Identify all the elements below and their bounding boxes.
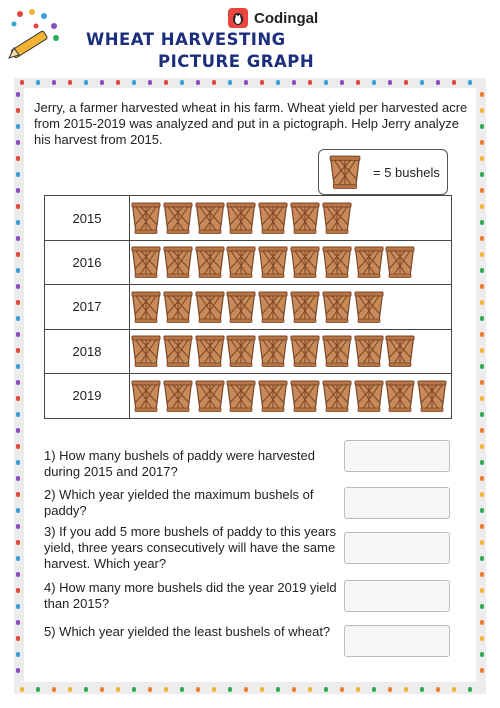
border-dot	[436, 687, 440, 692]
graph-row	[45, 374, 451, 418]
border-dot	[480, 556, 484, 561]
border-dot	[260, 687, 264, 692]
basket-row	[131, 240, 451, 284]
border-dot	[16, 348, 20, 353]
border-dot	[480, 188, 484, 193]
answer-box[interactable]	[344, 625, 450, 657]
basket-icon	[131, 201, 161, 235]
border-dot	[52, 80, 56, 85]
basket-icon	[131, 290, 161, 324]
border-dot	[16, 508, 20, 513]
border-dot	[100, 80, 104, 85]
border-dot	[244, 687, 248, 692]
border-dot	[480, 636, 484, 641]
answer-box[interactable]	[344, 440, 450, 472]
border-dot	[16, 540, 20, 545]
year-label: 2018	[45, 329, 130, 373]
border-dot	[148, 80, 152, 85]
basket-icon	[290, 245, 320, 279]
picture-graph	[44, 195, 452, 419]
border-dot	[480, 412, 484, 417]
border-dot	[132, 80, 136, 85]
border-dot	[116, 687, 120, 692]
year-label: 2015	[45, 196, 130, 240]
basket-icon	[131, 245, 161, 279]
border-dot	[16, 620, 20, 625]
basket-icon	[329, 154, 361, 190]
basket-icon	[322, 379, 352, 413]
border-dot	[16, 140, 20, 145]
border-dot	[480, 620, 484, 625]
brand	[228, 8, 318, 28]
border-dot	[480, 220, 484, 225]
basket-icon	[163, 201, 193, 235]
basket-icon	[354, 334, 384, 368]
border-dot	[212, 687, 216, 692]
border-dot	[16, 124, 20, 129]
border-dot	[480, 316, 484, 321]
border-dot	[16, 588, 20, 593]
question-text: 4) How many more bushels did the year 2019 yield than 2015?	[44, 580, 337, 611]
border-dot	[244, 80, 248, 85]
border-dot	[228, 80, 232, 85]
basket-icon	[258, 379, 288, 413]
border-dot	[16, 220, 20, 225]
basket-icon	[258, 245, 288, 279]
border-dot	[292, 687, 296, 692]
basket-icon	[226, 290, 256, 324]
basket-icon	[322, 290, 352, 324]
border-dot	[480, 156, 484, 161]
border-dot	[164, 687, 168, 692]
border-dot	[16, 636, 20, 641]
basket-icon	[290, 334, 320, 368]
border-dot	[16, 380, 20, 385]
basket-icon	[195, 201, 225, 235]
penguin-logo-icon	[228, 8, 248, 28]
border-dot	[404, 80, 408, 85]
border-dot	[480, 124, 484, 129]
basket-icon	[258, 201, 288, 235]
border-dot	[36, 687, 40, 692]
border-dot	[480, 572, 484, 577]
border-dot	[324, 687, 328, 692]
answer-box[interactable]	[344, 487, 450, 519]
border-dot	[16, 156, 20, 161]
border-dot	[16, 236, 20, 241]
border-dot	[16, 108, 20, 113]
pencil-icon	[6, 6, 76, 64]
border-dot	[340, 687, 344, 692]
border-dot	[20, 687, 24, 692]
basket-icon	[131, 334, 161, 368]
border-dot	[16, 492, 20, 497]
border-dot	[16, 332, 20, 337]
border-dot	[480, 204, 484, 209]
basket-row	[131, 329, 451, 373]
question-text: 5) Which year yielded the least bushels of wheat?	[44, 624, 331, 639]
border-dot	[100, 687, 104, 692]
basket-row	[131, 196, 451, 240]
basket-icon	[322, 245, 352, 279]
border-dot	[68, 80, 72, 85]
basket-icon	[290, 379, 320, 413]
border-dot	[16, 268, 20, 273]
question-text: 2) Which year yielded the maximum bushels of paddy?	[44, 487, 314, 518]
border-dot	[16, 316, 20, 321]
border-dot	[16, 444, 20, 449]
border-dot	[480, 652, 484, 657]
border-dot	[260, 80, 264, 85]
border-dot	[372, 687, 376, 692]
basket-icon	[195, 334, 225, 368]
border-dot	[16, 668, 20, 673]
border-dot	[480, 604, 484, 609]
legend-text: = 5 bushels	[373, 164, 440, 180]
basket-icon	[385, 379, 415, 413]
border-dot	[480, 140, 484, 145]
question-text: 1) How many bushels of paddy were harvested during 2015 and 2017?	[44, 448, 315, 479]
border-dot	[84, 687, 88, 692]
border-dot	[212, 80, 216, 85]
basket-icon	[290, 201, 320, 235]
border-dot	[452, 80, 456, 85]
border-dot	[16, 572, 20, 577]
border-dot	[480, 300, 484, 305]
graph-row	[45, 329, 451, 374]
border-dot	[16, 428, 20, 433]
intro-text: Jerry, a farmer harvested wheat in his farm. Wheat yield per harvested acre from 2015-2019 was analyzed and put in a pictograph. Help Jerry analyze his harvest from 2015.	[34, 100, 468, 147]
border-dot	[480, 348, 484, 353]
border-dot	[292, 80, 296, 85]
graph-row	[45, 285, 451, 330]
border-dot	[480, 524, 484, 529]
basket-icon	[163, 334, 193, 368]
border-dot	[148, 687, 152, 692]
answer-box[interactable]	[344, 532, 450, 564]
basket-icon	[322, 334, 352, 368]
basket-icon	[354, 290, 384, 324]
border-dot	[16, 284, 20, 289]
border-dot	[480, 108, 484, 113]
border-dot	[388, 80, 392, 85]
border-dot	[480, 508, 484, 513]
border-dot	[420, 80, 424, 85]
border-dot	[388, 687, 392, 692]
basket-icon	[385, 245, 415, 279]
year-label: 2017	[45, 285, 130, 329]
border-dot	[276, 687, 280, 692]
basket-icon	[195, 379, 225, 413]
brand-name: Codingal	[254, 9, 319, 27]
legend-box	[318, 149, 448, 195]
border-dot	[20, 80, 24, 85]
basket-icon	[226, 201, 256, 235]
border-dot	[16, 252, 20, 257]
border-dot	[16, 172, 20, 177]
basket-icon	[195, 245, 225, 279]
graph-row	[45, 240, 451, 285]
border-dot	[480, 492, 484, 497]
border-dot	[480, 396, 484, 401]
border-dot	[480, 428, 484, 433]
border-dot	[480, 476, 484, 481]
border-dot	[164, 80, 168, 85]
basket-icon	[163, 245, 193, 279]
basket-icon	[385, 334, 415, 368]
border-dot	[468, 687, 472, 692]
basket-icon	[290, 290, 320, 324]
basket-icon	[226, 245, 256, 279]
basket-icon	[163, 379, 193, 413]
border-dot	[16, 460, 20, 465]
border-dot	[480, 252, 484, 257]
border-dot	[16, 92, 20, 97]
border-dot	[480, 460, 484, 465]
basket-icon	[163, 290, 193, 324]
border-dot	[16, 188, 20, 193]
page-title-line1: WHEAT HARVESTING	[86, 30, 286, 49]
border-dot	[480, 668, 484, 673]
border-dot	[16, 652, 20, 657]
border-dot	[308, 687, 312, 692]
border-dot	[420, 687, 424, 692]
basket-row	[131, 285, 451, 329]
basket-icon	[195, 290, 225, 324]
border-dot	[116, 80, 120, 85]
border-dot	[340, 80, 344, 85]
year-label: 2016	[45, 240, 130, 284]
basket-icon	[322, 201, 352, 235]
border-dot	[132, 687, 136, 692]
border-dot	[16, 556, 20, 561]
border-dot	[16, 524, 20, 529]
border-dot	[436, 80, 440, 85]
border-dot	[404, 687, 408, 692]
basket-icon	[226, 379, 256, 413]
border-dot	[16, 204, 20, 209]
border-dot	[480, 172, 484, 177]
border-dot	[84, 80, 88, 85]
border-dot	[180, 687, 184, 692]
border-dot	[196, 687, 200, 692]
border-dot	[480, 380, 484, 385]
border-dot	[308, 80, 312, 85]
basket-icon	[417, 379, 447, 413]
border-dot	[356, 80, 360, 85]
page-title-line2: PICTURE GRAPH	[158, 52, 315, 71]
border-dot	[180, 80, 184, 85]
border-dot	[16, 396, 20, 401]
basket-icon	[354, 379, 384, 413]
basket-icon	[258, 290, 288, 324]
border-dot	[68, 687, 72, 692]
border-dot	[480, 268, 484, 273]
border-dot	[52, 687, 56, 692]
border-dot	[480, 444, 484, 449]
graph-row	[45, 196, 451, 241]
basket-icon	[131, 379, 161, 413]
border-dot	[372, 80, 376, 85]
border-dot	[480, 364, 484, 369]
border-dot	[480, 236, 484, 241]
basket-icon	[354, 245, 384, 279]
border-dot	[480, 588, 484, 593]
basket-icon	[226, 334, 256, 368]
border-dot	[36, 80, 40, 85]
border-dot	[16, 364, 20, 369]
border-dot	[468, 80, 472, 85]
border-dot	[324, 80, 328, 85]
basket-row	[131, 374, 451, 418]
border-dot	[276, 80, 280, 85]
border-dot	[16, 412, 20, 417]
border-dot	[480, 92, 484, 97]
border-dot	[196, 80, 200, 85]
year-label: 2019	[45, 374, 130, 418]
answer-box[interactable]	[344, 580, 450, 612]
question-text: 3) If you add 5 more bushels of paddy to this years yield, three years consecutively will have the same harvest. Which year?	[44, 524, 336, 571]
border-dot	[356, 687, 360, 692]
border-dot	[480, 284, 484, 289]
basket-icon	[258, 334, 288, 368]
border-dot	[480, 540, 484, 545]
border-dot	[16, 300, 20, 305]
border-dot	[480, 332, 484, 337]
border-dot	[16, 476, 20, 481]
border-dot	[452, 687, 456, 692]
border-dot	[228, 687, 232, 692]
border-dot	[16, 604, 20, 609]
